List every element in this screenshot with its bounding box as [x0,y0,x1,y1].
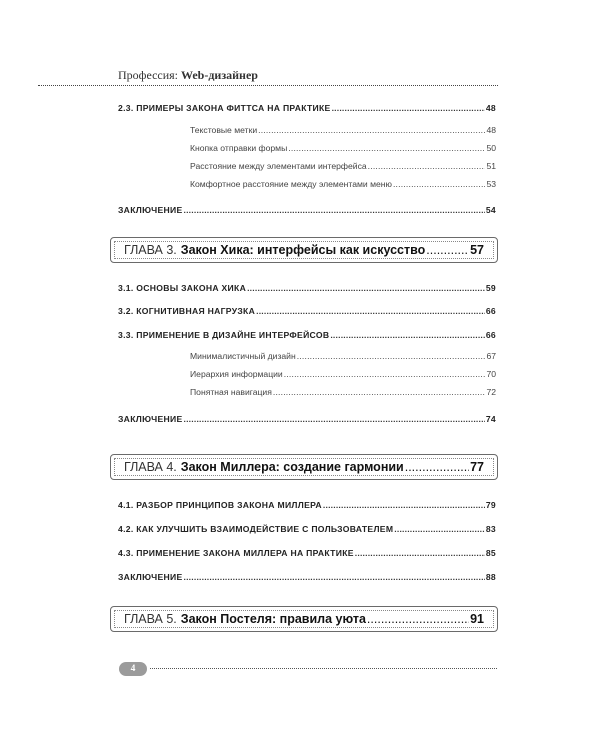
leader-dots [405,460,469,474]
toc-entry-conclusion[interactable]: ЗАКЛЮЧЕНИЕ ..... 74 [118,414,496,424]
chapter-number: ГЛАВА 4. [124,460,177,474]
toc-entry-conclusion[interactable]: ЗАКЛЮЧЕНИЕ ..... 88 [118,572,496,582]
leader-dots [184,414,485,424]
toc-subentry[interactable]: Комфортное расстояние между элементами меню ..... 53 [190,179,496,189]
leader-dots [288,143,485,153]
toc-entry-4-3[interactable]: 4.3. ПРИМЕНЕНИЕ ЗАКОНА МИЛЛЕРА НА ПРАКТИКЕ ..... 85 [118,548,496,558]
footer-divider [150,668,497,669]
chapter-title: Закон Постеля: правила уюта [180,612,366,626]
chapter-3-heading[interactable] [110,237,498,263]
chapter-number: ГЛАВА 5. [124,612,177,626]
toc-entry-3-3[interactable]: 3.3. ПРИМЕНЕНИЕ В ДИЗАЙНЕ ИНТЕРФЕЙСОВ ..... 66 [118,330,496,340]
leader-dots [297,351,486,361]
chapter-page: 77 [470,460,484,474]
leader-dots [367,612,469,626]
toc-subentry[interactable]: Расстояние между элементами интерфейса ..... 51 [190,161,496,171]
leader-dots [355,548,485,558]
leader-dots [184,205,485,215]
leader-dots [332,103,485,113]
page-number-badge: 4 [119,662,147,676]
header-divider [38,85,498,86]
leader-dots [426,243,469,257]
leader-dots [368,161,486,171]
toc-entry-conclusion[interactable]: ЗАКЛЮЧЕНИЕ ..... 54 [118,205,496,215]
toc-entry-3-1[interactable]: 3.1. ОСНОВЫ ЗАКОНА ХИКА ..... 59 [118,283,496,293]
leader-dots [256,306,485,316]
toc-subentry[interactable]: Понятная навигация ..... 72 [190,387,496,397]
toc-subentry[interactable]: Минималистичный дизайн ..... 67 [190,351,496,361]
toc-entry-3-2[interactable]: 3.2. КОГНИТИВНАЯ НАГРУЗКА ..... 66 [118,306,496,316]
toc-entry-2-3[interactable]: 2.3. ПРИМЕРЫ ЗАКОНА ФИТТСА НА ПРАКТИКЕ ..... 48 [118,103,496,113]
leader-dots [393,179,485,189]
leader-dots [273,387,486,397]
header-prefix: Профессия: [118,68,181,82]
chapter-4-heading[interactable] [110,454,498,480]
chapter-title: Закон Хика: интерфейсы как искусство [180,243,426,257]
leader-dots [330,330,484,340]
toc-entry-4-1[interactable]: 4.1. РАЗБОР ПРИНЦИПОВ ЗАКОНА МИЛЛЕРА ..... 79 [118,500,496,510]
toc-subentry[interactable]: Иерархия информации ..... 70 [190,369,496,379]
chapter-number: ГЛАВА 3. [124,243,177,257]
leader-dots [284,369,486,379]
chapter-page: 91 [470,612,484,626]
toc-entry-4-2[interactable]: 4.2. КАК УЛУЧШИТЬ ВЗАИМОДЕЙСТВИЕ С ПОЛЬЗОВАТЕЛЕМ ..... 83 [118,524,496,534]
toc-subentry[interactable]: Кнопка отправки формы ..... 50 [190,143,496,153]
chapter-page: 57 [470,243,484,257]
leader-dots [247,283,485,293]
leader-dots [258,125,485,135]
leader-dots [394,524,485,534]
toc-subentry[interactable]: Текстовые метки ..... 48 [190,125,496,135]
chapter-5-heading[interactable] [110,606,498,632]
running-header [118,68,258,83]
leader-dots [323,500,485,510]
leader-dots [184,572,485,582]
chapter-title: Закон Миллера: создание гармонии [180,460,404,474]
header-profession: Web-дизайнер [181,68,258,82]
